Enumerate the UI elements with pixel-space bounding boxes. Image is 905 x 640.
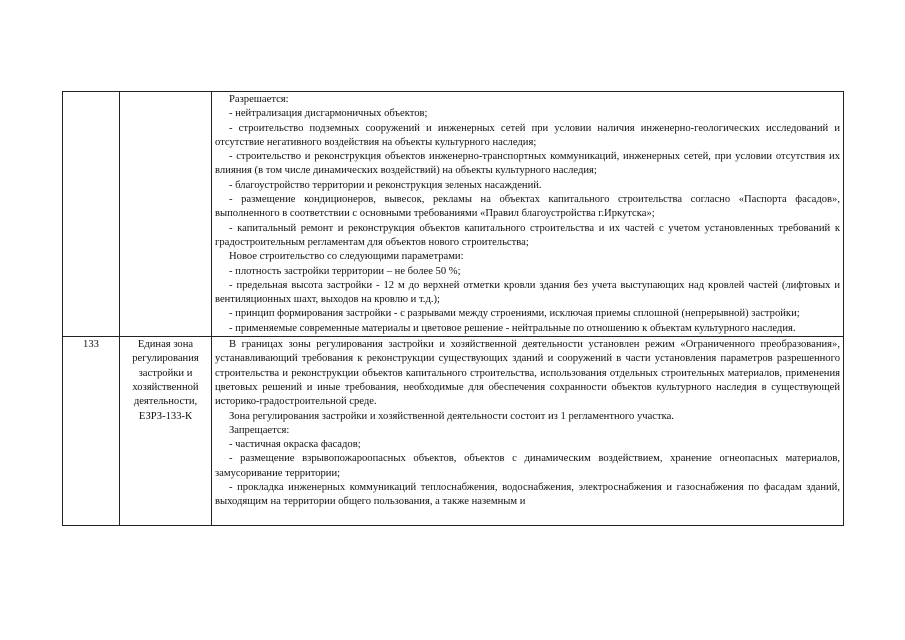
paragraph: - капитальный ремонт и реконструкция объектов капитального строительства и их частей с учетом установленных требований к градостроительным регламентам для объектов нового строительства; (215, 222, 840, 248)
paragraph: - нейтрализация дисгармоничных объектов; (229, 108, 428, 120)
table-row (63, 92, 844, 337)
paragraph: Запрещается: (229, 424, 290, 436)
zone-name-cell: Единая зона регулирования застройки и хозяйственной деятельности, ЕЗРЗ-133-К (120, 337, 212, 526)
paragraph: - предельная высота застройки - 12 м до верхней отметки кровли здания без учета выступающих над кровлей частей (лифтовых и вентиляционных шахт, выходов на кровлю и т.д.); (215, 279, 840, 306)
zone-name-cell (120, 92, 212, 337)
paragraph: Новое строительство со следующими параметрами: (229, 251, 464, 263)
table-row (63, 337, 844, 526)
paragraph: - принцип формирования застройки - с разрывами между строениями, исключая приемы сплошной (непрерывной) застройки; (229, 308, 800, 320)
paragraph: - размещение кондиционеров, вывесок, рекламы на объектах капитального строительства согласно «Паспорта фасадов», выполненного в соответствии с основными требованиями «Правил благоустройства г.Иркутска»; (215, 194, 840, 220)
paragraph: В границах зоны регулирования застройки и хозяйственной деятельности установлен режим «Ограниченного преобразования», устанавливающий требования к реконструкции существующих зданий и сооружений в части установления параметров разрешенного строительства и реконструкции объектов капитального строительства, использования отдельных строительных материалов, применения цветовых решений и иные требования, необходимые для обеспечения сохранности объектов культурного наследия в существующей историко-градостроительной среде. (215, 339, 840, 408)
paragraph: Разрешается: (229, 94, 289, 105)
row-number-cell (63, 92, 120, 337)
regulation-text-cell (212, 92, 844, 337)
paragraph: - частичная окраска фасадов; (229, 439, 361, 451)
paragraph: - строительство и реконструкция объектов инженерно-транспортных коммуникаций, инженерных сетей, при условии отсутствия их влияния (в том числе динамических воздействий) на объекты культурного наследия; (215, 151, 840, 177)
paragraph: - благоустройство территории и реконструкция зеленых насаждений. (229, 179, 542, 191)
row-number-cell: 133 (63, 337, 120, 526)
paragraph: - размещение взрывопожароопасных объектов, объектов с динамическим воздействием, хранение огнеопасных материалов, замусоривание территории; (215, 453, 840, 479)
regulation-table (62, 91, 844, 526)
regulation-text-cell (212, 337, 844, 526)
paragraph: - прокладка инженерных коммуникаций теплоснабжения, водоснабжения, электроснабжения и газоснабжения по фасадам зданий, выходящим на территории общего пользования, а также наземным и (215, 482, 840, 508)
paragraph: - плотность застройки территории – не более 50 %; (229, 265, 461, 277)
paragraph: - строительство подземных сооружений и инженерных сетей при условии наличия инженерно-геологических исследований и отсутствие негативного воздействия на объекты культурного наследия; (215, 122, 840, 148)
paragraph: Зона регулирования застройки и хозяйственной деятельности состоит из 1 регламентного участка. (229, 410, 674, 422)
paragraph: - применяемые современные материалы и цветовое решение - нейтральные по отношению к объектам культурного наследия. (229, 322, 796, 334)
